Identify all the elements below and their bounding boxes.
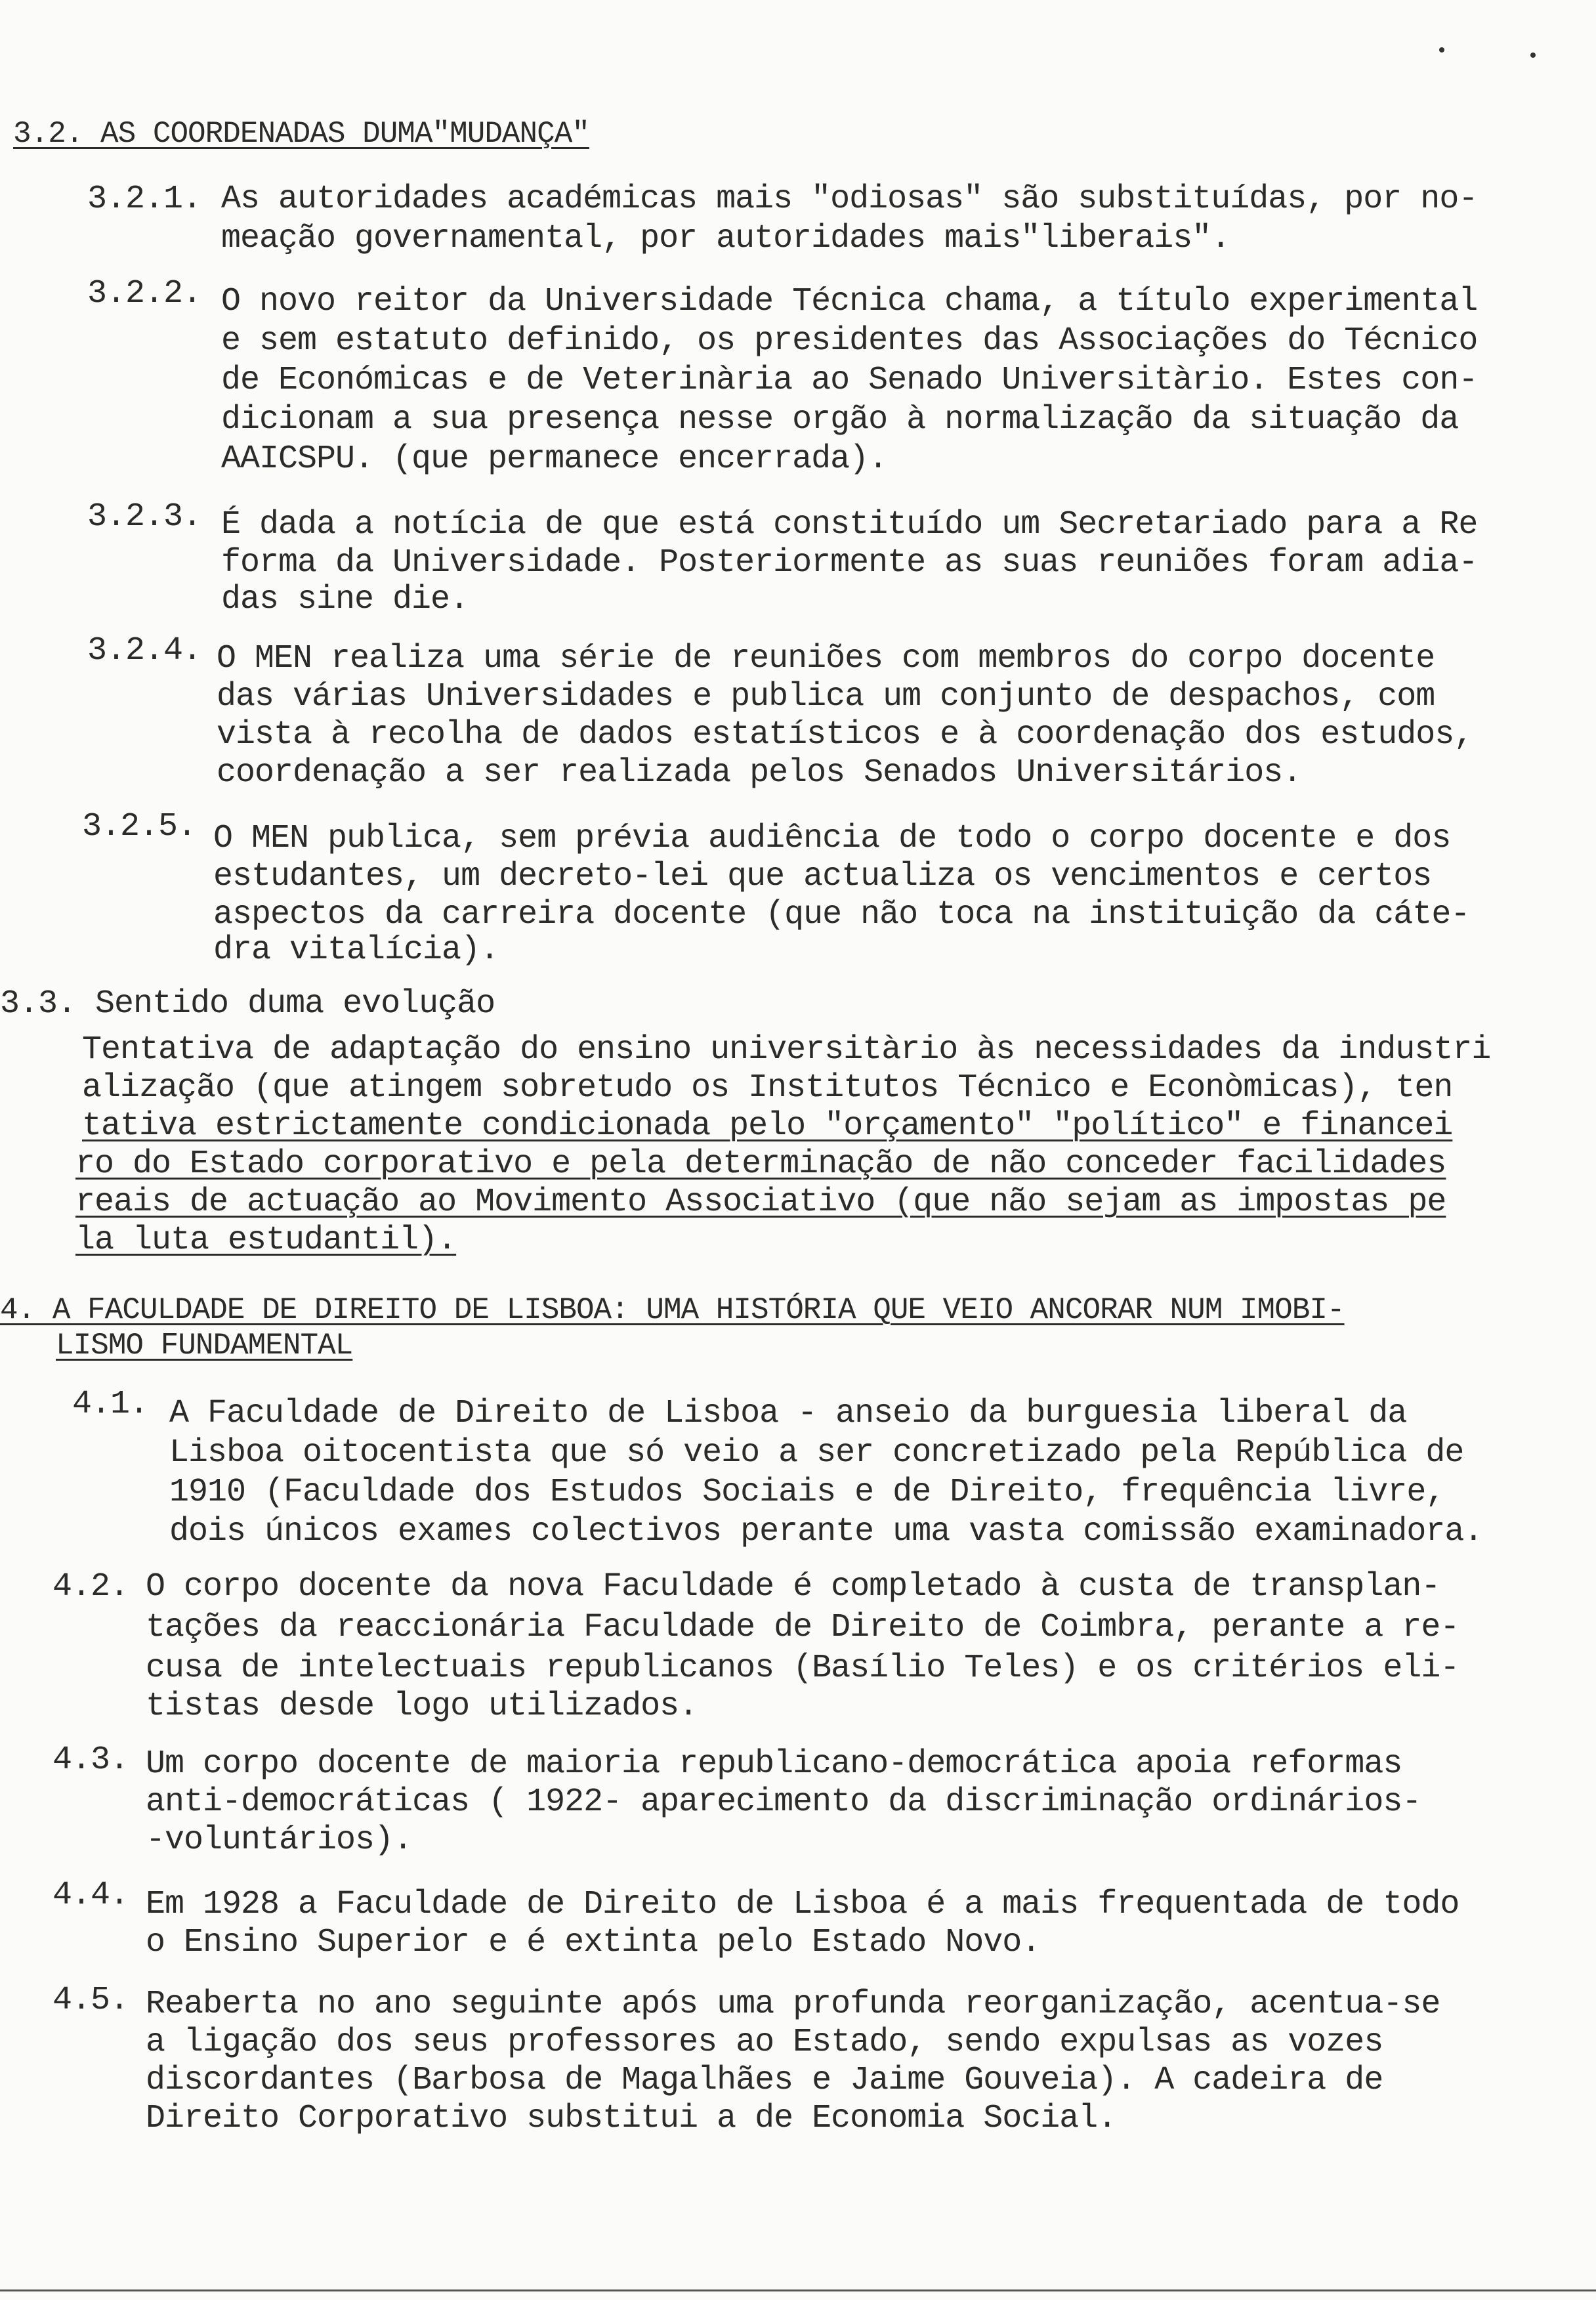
item-line: a ligação dos seus professores ao Estado, sendo expulsas as vozes — [146, 2024, 1383, 2061]
item-line: coordenação a ser realizada pelos Senados Universitários. — [217, 754, 1302, 792]
item-line: -voluntários). — [146, 1821, 413, 1859]
item-line: de Económicas e de Veterinària ao Senado Universitàrio. Estes con- — [221, 362, 1478, 399]
item-number: 4.2. — [52, 1568, 129, 1606]
paragraph-line: tativa estrictamente condicionada pelo "orçamento" "político" e financei — [82, 1107, 1453, 1145]
section-heading: 3.3. Sentido duma evolução — [0, 985, 495, 1023]
item-line: dois únicos exames colectivos perante uma vasta comissão examinadora. — [169, 1513, 1483, 1550]
item-number: 3.2.3. — [87, 498, 202, 536]
item-line: forma da Universidade. Posteriormente as suas reuniões foram adia- — [221, 544, 1478, 582]
paragraph-line: alização (que atingem sobretudo os Institutos Técnico e Econòmicas), ten — [82, 1069, 1453, 1107]
item-line: aspectos da carreira docente (que não toca na instituição da cáte- — [213, 896, 1470, 933]
item-line: e sem estatuto definido, os presidentes das Associações do Técnico — [221, 322, 1478, 360]
item-line: tistas desde logo utilizados. — [146, 1688, 698, 1725]
item-line: É dada a notícia de que está constituído um Secretariado para a Re — [221, 506, 1478, 543]
item-line: A Faculdade de Direito de Lisboa - anseio da burguesia liberal da — [169, 1395, 1407, 1432]
item-line: discordantes (Barbosa de Magalhães e Jaime Gouveia). A cadeira de — [146, 2062, 1383, 2099]
item-line: cusa de intelectuais republicanos (Basílio Teles) e os critérios eli- — [146, 1650, 1460, 1687]
item-line: Direito Corporativo substitui a de Economia Social. — [146, 2100, 1117, 2137]
item-line: o Ensino Superior e é extinta pelo Estado Novo. — [146, 1924, 1041, 1961]
section-heading: LISMO FUNDAMENTAL — [56, 1329, 353, 1363]
paragraph-line: reais de actuação ao Movimento Associativo (que não sejam as impostas pe — [75, 1183, 1446, 1221]
item-line: O MEN publica, sem prévia audiência de todo o corpo docente e dos — [213, 820, 1451, 857]
margin-mark — [1439, 47, 1444, 53]
item-number: 4.4. — [52, 1877, 129, 1914]
item-number: 4.3. — [52, 1741, 129, 1779]
item-line: Em 1928 a Faculdade de Direito de Lisboa é a mais frequentada de todo — [146, 1886, 1460, 1923]
item-line: O MEN realiza uma série de reuniões com membros do corpo docente — [217, 640, 1435, 677]
paragraph-line: Tentativa de adaptação do ensino universitàrio às necessidades da industri — [82, 1031, 1491, 1069]
item-number: 3.2.4. — [87, 632, 202, 670]
item-number: 4.5. — [52, 1982, 129, 2019]
item-line: As autoridades académicas mais "odiosas" são substituídas, por no- — [221, 181, 1478, 218]
item-number: 3.2.5. — [82, 808, 197, 845]
item-line: AAICSPU. (que permanece encerrada). — [221, 440, 888, 478]
item-line: vista à recolha de dados estatísticos e à coordenação dos estudos, — [217, 716, 1473, 754]
item-number: 3.2.1. — [87, 181, 202, 218]
item-line: O corpo docente da nova Faculdade é completado à custa de transplan- — [146, 1568, 1440, 1606]
item-number: 3.2.2. — [87, 275, 202, 312]
item-line: Reaberta no ano seguinte após uma profunda reorganização, acentua-se — [146, 1986, 1440, 2023]
item-number: 4.1. — [72, 1386, 149, 1423]
item-line: tações da reaccionária Faculdade de Direito de Coimbra, perante a re- — [146, 1609, 1460, 1646]
paragraph-line: ro do Estado corporativo e pela determinação de não conceder facilidades — [75, 1145, 1446, 1183]
section-heading: 3.2. AS COORDENADAS DUMA"MUDANÇA" — [13, 117, 589, 151]
item-line: Um corpo docente de maioria republicano-democrática apoia reformas — [146, 1745, 1402, 1783]
page-bottom-rule — [0, 2289, 1596, 2291]
item-line: 1910 (Faculdade dos Estudos Sociais e de Direito, frequência livre, — [169, 1474, 1445, 1511]
section-heading: 4. A FACULDADE DE DIREITO DE LISBOA: UMA HISTÓRIA QUE VEIO ANCORAR NUM IMOBI- — [0, 1293, 1345, 1327]
item-line: das várias Universidades e publica um conjunto de despachos, com — [217, 678, 1435, 715]
item-line: das sine die. — [221, 581, 469, 618]
item-line: dra vitalícia). — [213, 931, 499, 969]
item-line: dicionam a sua presença nesse orgão à normalização da situação da — [221, 401, 1459, 438]
margin-mark — [1530, 53, 1536, 58]
item-line: meação governamental, por autoridades mais"liberais". — [221, 220, 1230, 257]
item-line: Lisboa oitocentista que só veio a ser concretizado pela República de — [169, 1434, 1464, 1472]
item-line: anti-democráticas ( 1922- aparecimento da discriminação ordinários- — [146, 1783, 1421, 1821]
item-line: O novo reitor da Universidade Técnica chama, a título experimental — [221, 283, 1478, 320]
paragraph-line: la luta estudantil). — [75, 1222, 457, 1259]
item-line: estudantes, um decreto-lei que actualiza os vencimentos e certos — [213, 858, 1432, 895]
